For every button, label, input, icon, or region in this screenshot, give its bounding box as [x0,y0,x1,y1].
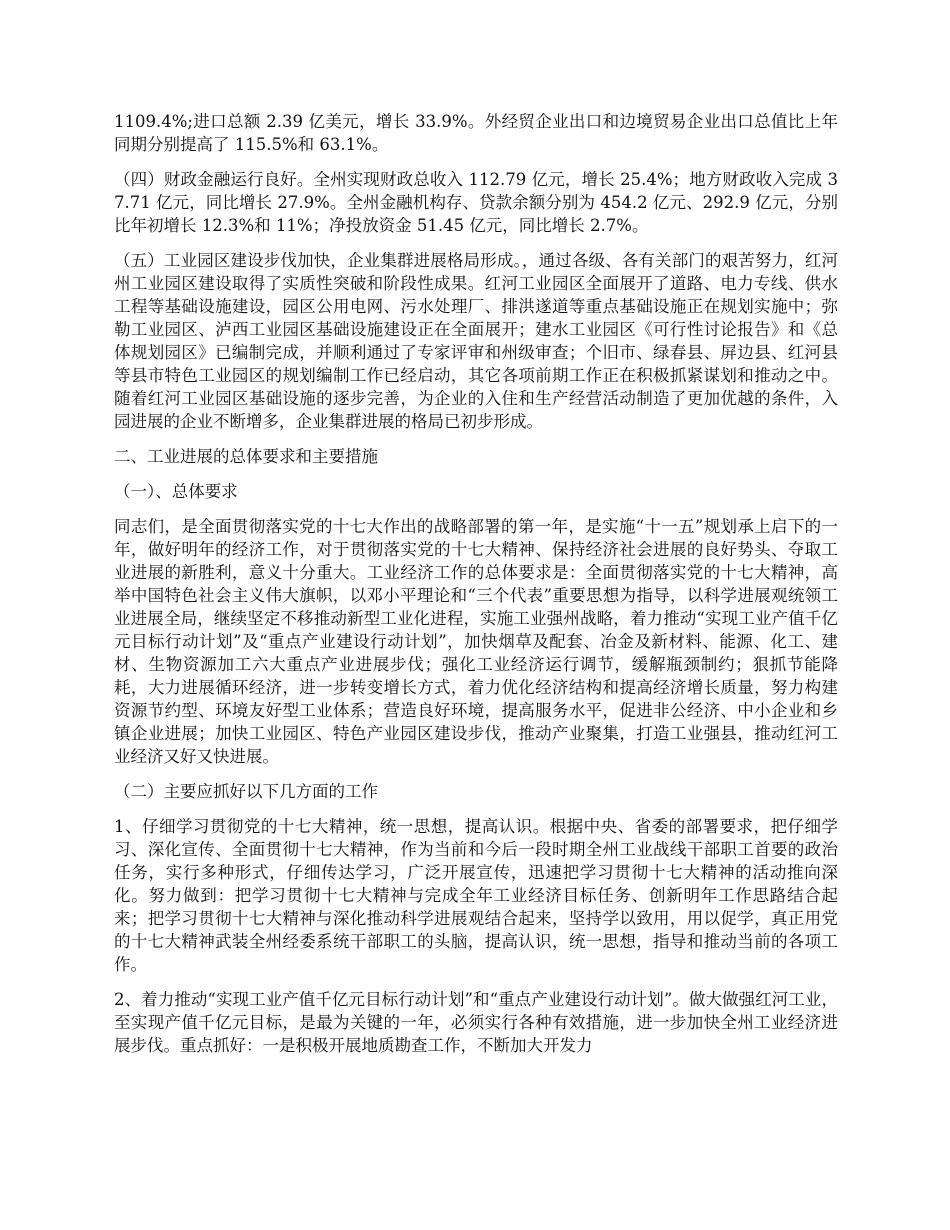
paragraph-item-2: 2、着力推动“实现工业产值千亿元目标行动计划”和“重点产业建设行动计划”。做大做强红河工业，至实现产值千亿元目标，是最为关键的一年，必须实行各种有效措施，进一步加快全州工业经济进展步伐。重点抓好：一是积极开展地质勘查工作，不断加大开发力 [114,990,838,1055]
subsection-heading-main-work: （二）主要应抓好以下几方面的工作 [114,782,378,801]
paragraph-industrial-park: （五）工业园区建设步伐加快，企业集群进展格局形成。，通过各级、各有关部门的艰苦努力，红河州工业园区建设取得了实质性突破和阶段性成果。红河工业园区全面展开了道路、电力专线、供水工程等基础设施建设，园区公用电网、污水处理厂、排洪遂道等重点基础设施正在规划实施中；弥勒工业园区、泸西工业园区基础设施建设正在全面展开；建水工业园区《可行性讨论报告》和《总体规划园区》已编制完成，并顺利通过了专家评审和州级审查；个旧市、绿春县、屏边县、红河县等县市特色工业园区的规划编制工作已经启动，其它各项前期工作正在积极抓紧谋划和推动之中。随着红河工业园区基础设施的逐步完善，为企业的入住和生产经营活动制造了更加优越的条件，入园进展的企业不断增多，企业集群进展的格局已初步形成。 [114,251,838,431]
paragraph-overall-requirements: 同志们，是全面贯彻落实党的十七大作出的战略部署的第一年，是实施“十一五”规划承上启下的一年，做好明年的经济工作，对于贯彻落实党的十七大精神、保持经济社会进展的良好势头、夺取工业进展的新胜利，意义十分重大。工业经济工作的总体要求是：全面贯彻落实党的十七大精神，高举中国特色社会主义伟大旗帜，以邓小平理论和“三个代表”重要思想为指导，以科学进展观统领工业进展全局，继续坚定不移推动新型工业化进程，实施工业强州战略，着力推动“实现工业产值千亿元目标行动计划”及“重点产业建设行动计划”，加快烟草及配套、冶金及新材料、能源、化工、建材、生物资源加工六大重点产业进展步伐；强化工业经济运行调节，缓解瓶颈制约；狠抓节能降耗，大力进展循环经济，进一步转变增长方式，着力优化经济结构和提高经济增长质量，努力构建资源节约型、环境友好型工业体系；营造良好环境，提高服务水平，促进非公经济、中小企业和乡镇企业进展；加快工业园区、特色产业园区建设步伐，推动产业聚集，打造工业强县，推动红河工业经济又好又快进展。 [114,517,838,766]
subsection-heading-overall-requirements: （一）、总体要求 [114,482,238,501]
section-heading-2: 二、工业进展的总体要求和主要措施 [114,447,378,466]
document-page [114,110,838,1069]
paragraph-trade-statistics: 1109.4%;进口总额 2.39 亿美元，增长 33.9%。外经贸企业出口和边境贸易企业出口总值比上年同期分别提高了 115.5%和 63.1%。 [114,112,838,154]
paragraph-item-1: 1、仔细学习贯彻党的十七大精神，统一思想，提高认识。根据中央、省委的部署要求，把仔细学习、深化宣传、全面贯彻十七大精神，作为当前和今后一段时期全州工业战线干部职工首要的政治任务，实行多种形式，仔细传达学习，广泛开展宣传，迅速把学习贯彻十七大精神的活动推向深化。努力做到：把学习贯彻十七大精神与完成全年工业经济目标任务、创新明年工作思路结合起来；把学习贯彻十七大精神与深化推动科学进展观结合起来，坚持学以致用，用以促学，真正用党的十七大精神武装全州经委系统干部职工的头脑，提高认识，统一思想，指导和推动当前的各项工作。 [114,817,838,974]
paragraph-finance: （四）财政金融运行良好。全州实现财政总收入 112.79 亿元，增长 25.4%；地方财政收入完成 37.71 亿元，同比增长 27.9%。全州金融机构存、贷款余额分别为 454.2 亿元、292.9 亿元，分别比年初增长 12.3%和 11%；净投放资金 51.45 亿元，同比增长 2.7%。 [114,170,838,235]
